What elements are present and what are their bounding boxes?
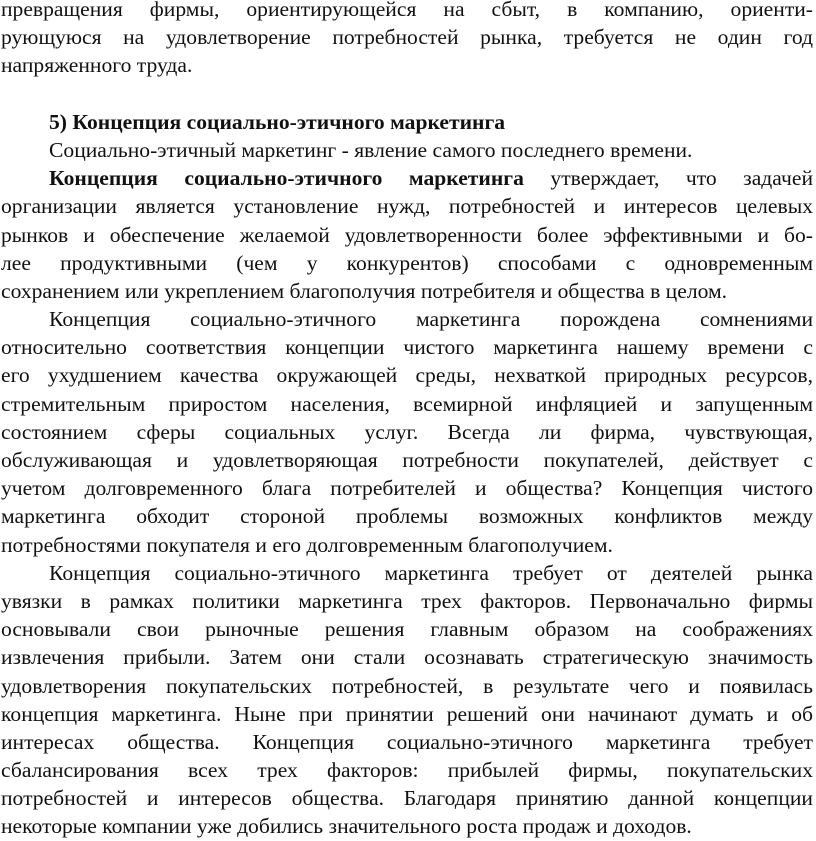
text-line: стремительным приростом населения, всемирной инфляцией и запущенным <box>1 391 813 416</box>
text-line: учетом долговременного блага потребителей и общества? Концепция чистого <box>1 476 813 501</box>
intro-paragraph <box>0 0 816 80</box>
text-line: потребностями покупателя и его долговременным благополучием. <box>1 532 613 557</box>
text-line: потребностей и интересов общества. Благодаря принятию данной концепции <box>1 786 813 811</box>
text-line: Концепция социально-этичного маркетинга требует от деятелей рынка <box>49 560 813 585</box>
text-line: основывали свои рыночные решения главным образом на соображениях <box>1 617 813 642</box>
paragraph-2 <box>0 164 816 305</box>
text-line: сбалансирования всех трех факторов: прибылей фирмы, покупательских <box>1 758 813 783</box>
text-line: некоторые компании уже добились значительного роста продаж и доходов. <box>1 814 692 839</box>
blank-line <box>0 80 816 108</box>
text-line: удовлетворения покупательских потребностей, в результате чего и появилась <box>1 673 813 698</box>
text-line: превращения фирмы, ориентирующейся на сбыт, в компанию, ориенти- <box>1 0 813 21</box>
text-line: лее продуктивными (чем у конкурентов) способами с одновременным <box>1 250 813 275</box>
paragraph-3 <box>0 305 816 559</box>
text-line: относительно соответствия концепции чистого маркетинга нашему времени с <box>1 335 813 360</box>
paragraph-4 <box>0 559 816 841</box>
text-line: организации является установление нужд, потребностей и интересов целевых <box>1 194 813 219</box>
text-line: обслуживающая и удовлетворяющая потребности покупателей, действует с <box>1 448 813 472</box>
bold-term: Концепция социально-этичного маркетинга <box>49 166 524 191</box>
section-heading: 5) Концепция социально-этичного маркетинга <box>49 109 506 134</box>
text-line: состоянием сферы социальных услуг. Всегда ли фирма, чувствующая, <box>1 419 813 444</box>
text-line: рынков и обеспечение желаемой удовлетворенности более эффективными и бо- <box>1 222 813 247</box>
text-line: извлечения прибыли. Затем они стали осознавать стратегическую значимость <box>1 645 813 670</box>
text-line: концепция маркетинга. Ныне при принятии решений они начинают думать и об <box>1 701 813 726</box>
text-line: его ухудшением качества окружающей среды, нехваткой природных ресурсов, <box>1 363 813 388</box>
text-line: интересах общества. Концепция социально-этичного маркетинга требует <box>1 729 813 754</box>
text-fragment: утверждает, что задачей <box>523 166 813 191</box>
text-line: увязки в рамках политики маркетинга трех факторов. Первоначально фирмы <box>1 588 813 613</box>
text-line: сохранением или укреплением благополучия потребителя и общества в целом. <box>1 278 728 303</box>
paragraph-1: Социально-этичный маркетинг - явление самого последнего времени. <box>49 137 693 162</box>
text-line: напряженного труда. <box>1 53 193 78</box>
text-line: рующуюся на удовлетворение потребностей рынка, требуется не один год <box>1 25 813 50</box>
text-line <box>0 164 816 192</box>
text-line: маркетинга обходит стороной проблемы возможных конфликтов между <box>1 504 813 529</box>
text-line: Концепция социально-этичного маркетинга порождена сомнениями <box>49 307 813 332</box>
